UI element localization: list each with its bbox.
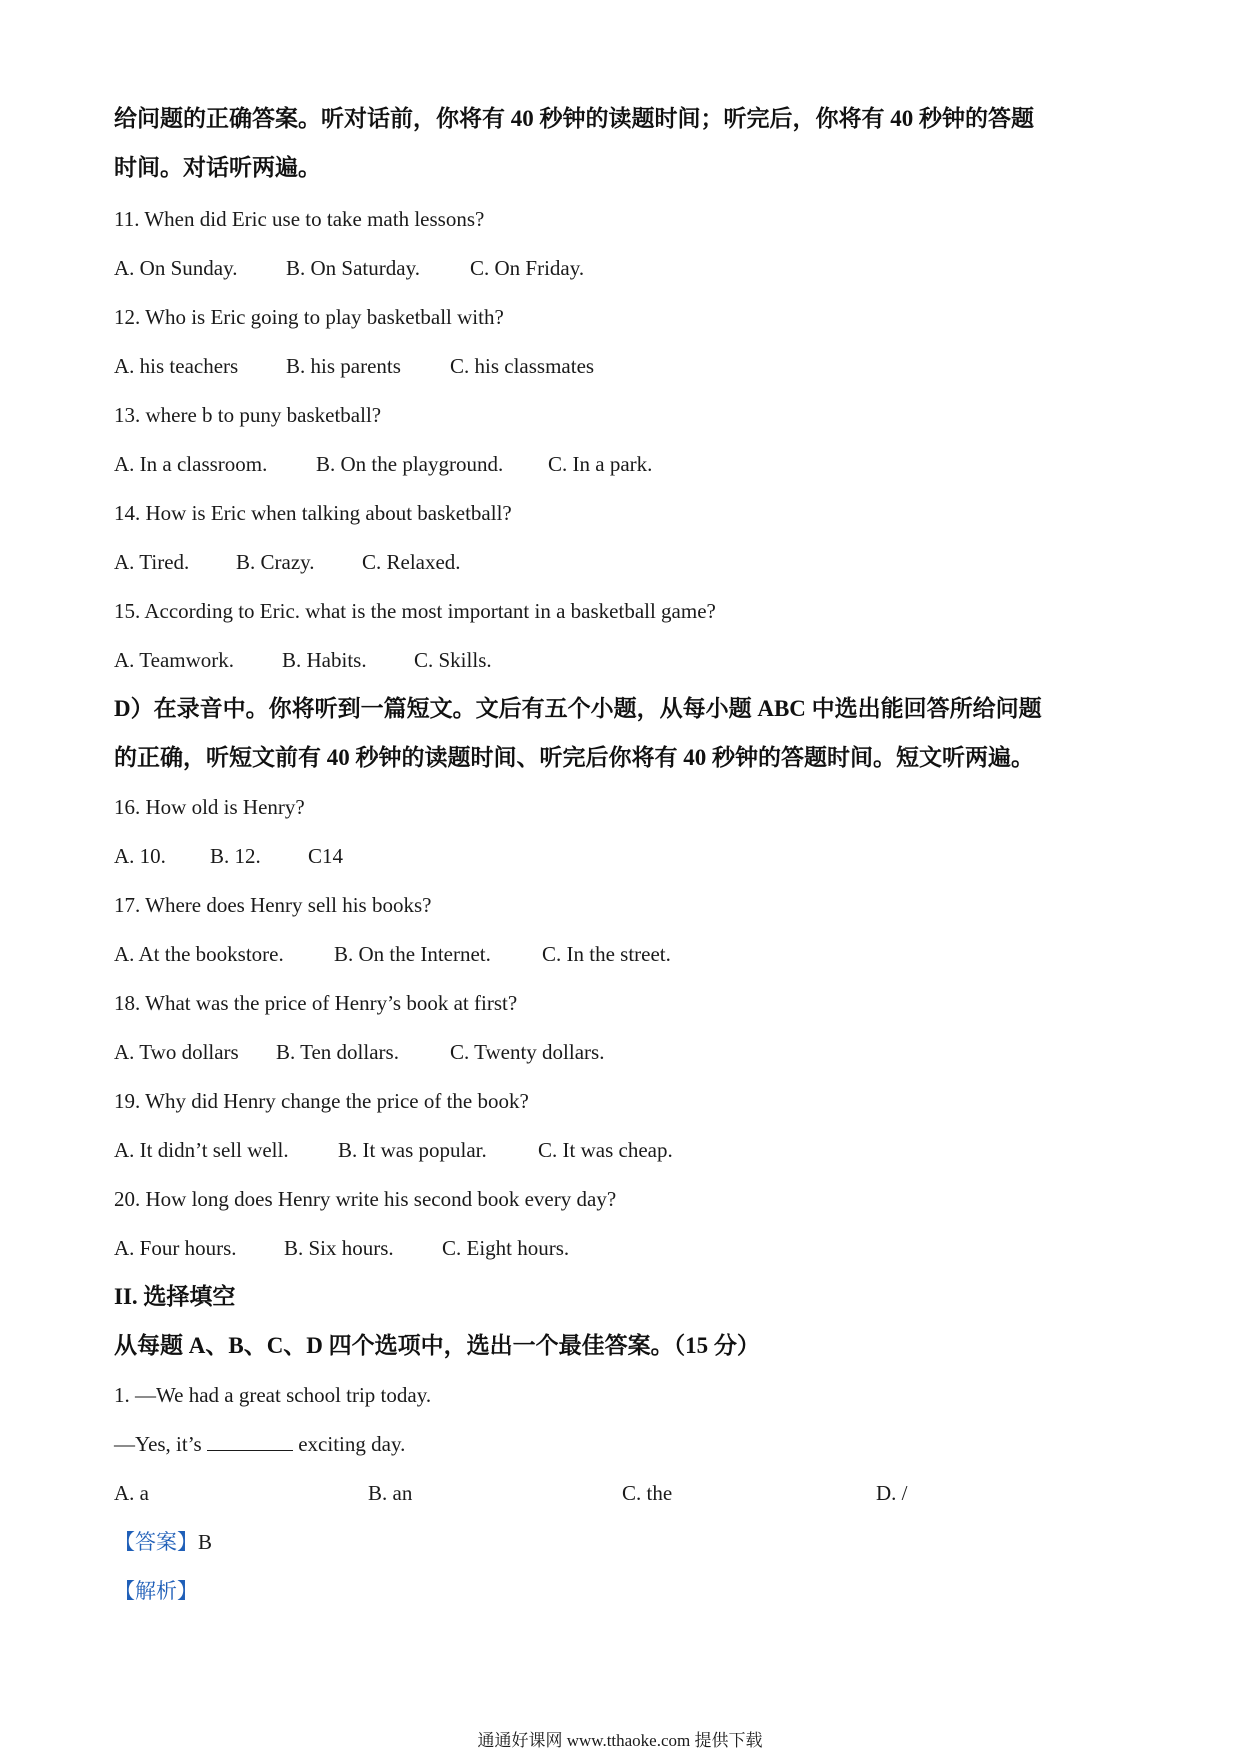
answer-tag: 【答案】: [114, 1530, 198, 1554]
option: C. In the street.: [542, 942, 671, 966]
question-1-prefix: —Yes, it’s: [114, 1432, 202, 1456]
answer-blank: [207, 1430, 293, 1451]
option: A. On Sunday.: [114, 256, 238, 280]
options-17: [114, 939, 671, 969]
question-20: 20. How long does Henry write his second book every day?: [114, 1187, 617, 1211]
option: A. Tired.: [114, 550, 190, 574]
section-2-instruction: 从每题 A、B、C、D 四个选项中，选出一个最佳答案。（15 分）: [114, 1333, 760, 1358]
analysis-tag: 【解析】: [114, 1579, 198, 1603]
option: B. On the Internet.: [334, 942, 491, 966]
answer-value: B: [198, 1530, 213, 1554]
option: C. In a park.: [548, 452, 653, 476]
options-14: [114, 547, 461, 577]
option: A. In a classroom.: [114, 452, 268, 476]
option: B. 12.: [210, 844, 261, 868]
option: C. On Friday.: [470, 256, 585, 280]
question-15: 15. According to Eric. what is the most important in a basketball game?: [114, 599, 716, 623]
option: C. Eight hours.: [442, 1236, 570, 1260]
options-12: [114, 351, 594, 381]
question-14: 14. How is Eric when talking about basketball?: [114, 501, 512, 525]
options-19: [114, 1135, 673, 1165]
question-1-line-1: 1. —We had a great school trip today.: [114, 1383, 432, 1407]
option: B. his parents: [286, 354, 401, 378]
options-18: [114, 1037, 604, 1067]
option: A. At the bookstore.: [114, 942, 284, 966]
options-20: [114, 1233, 569, 1263]
option: C. Relaxed.: [362, 550, 461, 574]
option: B. Ten dollars.: [276, 1040, 399, 1064]
option: B. an: [368, 1481, 413, 1505]
options-13: [114, 449, 652, 479]
question-11: 11. When did Eric use to take math lessons?: [114, 207, 485, 231]
option: A. It didn’t sell well.: [114, 1138, 289, 1162]
analysis-line: [114, 1576, 198, 1606]
question-13: 13. where b to puny basketball?: [114, 403, 382, 427]
instructions-c-line-1: 给问题的正确答案。听对话前，你将有 40 秒钟的读题时间；听完后，你将有 40 秒钟的答题: [114, 106, 1034, 131]
option: B. Six hours.: [284, 1236, 394, 1260]
option: A. Teamwork.: [114, 648, 235, 672]
answer-line: [114, 1527, 212, 1557]
question-16: 16. How old is Henry?: [114, 795, 305, 819]
instructions-d-line-1: D）在录音中。你将听到一篇短文。文后有五个小题，从每小题 ABC 中选出能回答所给问题: [114, 696, 1042, 721]
option: A. Two dollars: [114, 1040, 239, 1064]
instructions-d-line-2: 的正确，听短文前有 40 秒钟的读题时间、听完后你将有 40 秒钟的答题时间。短文听两遍。: [114, 745, 1034, 770]
option: C. Skills.: [414, 648, 492, 672]
option: D. /: [876, 1481, 908, 1505]
option: B. On Saturday.: [286, 256, 420, 280]
question-1-suffix: exciting day.: [298, 1432, 406, 1456]
section-2-title: II. 选择填空: [114, 1284, 236, 1309]
page-footer: 通通好课网 www.tthaoke.com 提供下载: [477, 1731, 763, 1750]
question-17: 17. Where does Henry sell his books?: [114, 893, 432, 917]
option: A. his teachers: [114, 354, 239, 378]
option: B. It was popular.: [338, 1138, 487, 1162]
question-1-line-2: [114, 1429, 405, 1459]
option: B. On the playground.: [316, 452, 504, 476]
instructions-c-line-2: 时间。对话听两遍。: [114, 155, 321, 180]
question-19: 19. Why did Henry change the price of the book?: [114, 1089, 529, 1113]
option: A. Four hours.: [114, 1236, 237, 1260]
option: B. Habits.: [282, 648, 367, 672]
question-12: 12. Who is Eric going to play basketball with?: [114, 305, 504, 329]
question-18: 18. What was the price of Henry’s book at first?: [114, 991, 518, 1015]
option: C. Twenty dollars.: [450, 1040, 605, 1064]
option: C14: [308, 844, 344, 868]
option: A. a: [114, 1481, 149, 1505]
options-11: [114, 253, 584, 283]
option: B. Crazy.: [236, 550, 315, 574]
option: C. his classmates: [450, 354, 595, 378]
options-q1: [114, 1478, 908, 1508]
option: C. the: [622, 1481, 673, 1505]
option: A. 10.: [114, 844, 166, 868]
option: C. It was cheap.: [538, 1138, 673, 1162]
options-15: [114, 645, 492, 675]
options-16: [114, 841, 343, 871]
